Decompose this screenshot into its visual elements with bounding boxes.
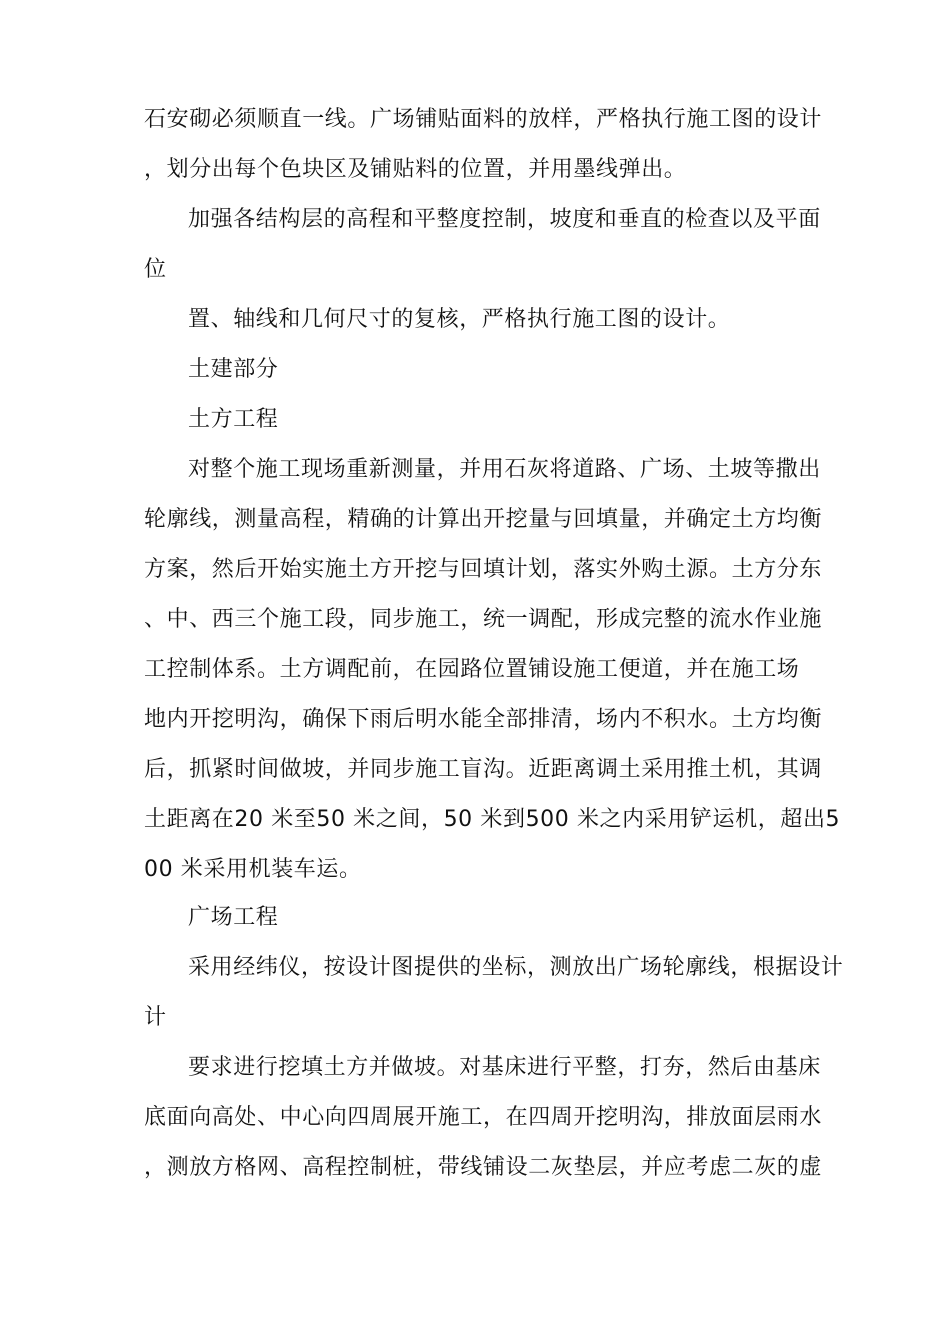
paragraph-first-line: 要求进行挖填土方并做坡。对基床进行平整，打夯，然后由基床 — [188, 1055, 821, 1080]
text-line: 位 — [144, 257, 167, 282]
text-line: 底面向高处、中心向四周展开施工，在四周开挖明沟，排放面层雨水 — [144, 1105, 823, 1130]
text-line: 土距离在20 米至50 米之间，50 米到500 米之内采用铲运机，超出5 — [144, 807, 841, 832]
text-line: 工控制体系。土方调配前，在园路位置铺设施工便道，并在施工场 — [144, 657, 800, 682]
paragraph-first-line: 对整个施工现场重新测量，并用石灰将道路、广场、土坡等撒出 — [188, 457, 821, 482]
paragraph-first-line: 置、轴线和几何尺寸的复核，严格执行施工图的设计。 — [188, 307, 731, 332]
text-line: 后，抓紧时间做坡，并同步施工盲沟。近距离调土采用推土机，其调 — [144, 757, 823, 782]
text-line: 00 米采用机装车运。 — [144, 857, 362, 882]
text-line: 地内开挖明沟，确保下雨后明水能全部排清，场内不积水。土方均衡 — [144, 707, 823, 732]
text-line: 石安砌必须顺直一线。广场铺贴面料的放样，严格执行施工图的设计 — [144, 107, 823, 132]
text-line: ，测放方格网、高程控制桩，带线铺设二灰垫层，并应考虑二灰的虚 — [144, 1155, 823, 1180]
paragraph-first-line: 采用经纬仪，按设计图提供的坐标，测放出广场轮廓线，根据设计 — [188, 955, 844, 980]
text-line: 轮廓线，测量高程，精确的计算出开挖量与回填量，并确定土方均衡 — [144, 507, 823, 532]
text-line: 、中、西三个施工段，同步施工，统一调配，形成完整的流水作业施 — [144, 607, 823, 632]
text-line: ，划分出每个色块区及铺贴料的位置，并用墨线弹出。 — [144, 157, 687, 182]
section-heading: 土建部分 — [188, 357, 279, 382]
text-line: 计 — [144, 1005, 167, 1030]
section-heading: 土方工程 — [188, 407, 279, 432]
text-line: 方案，然后开始实施土方开挖与回填计划，落实外购土源。土方分东 — [144, 557, 823, 582]
paragraph-first-line: 加强各结构层的高程和平整度控制，坡度和垂直的检查以及平面 — [188, 207, 821, 232]
section-heading: 广场工程 — [188, 905, 279, 930]
